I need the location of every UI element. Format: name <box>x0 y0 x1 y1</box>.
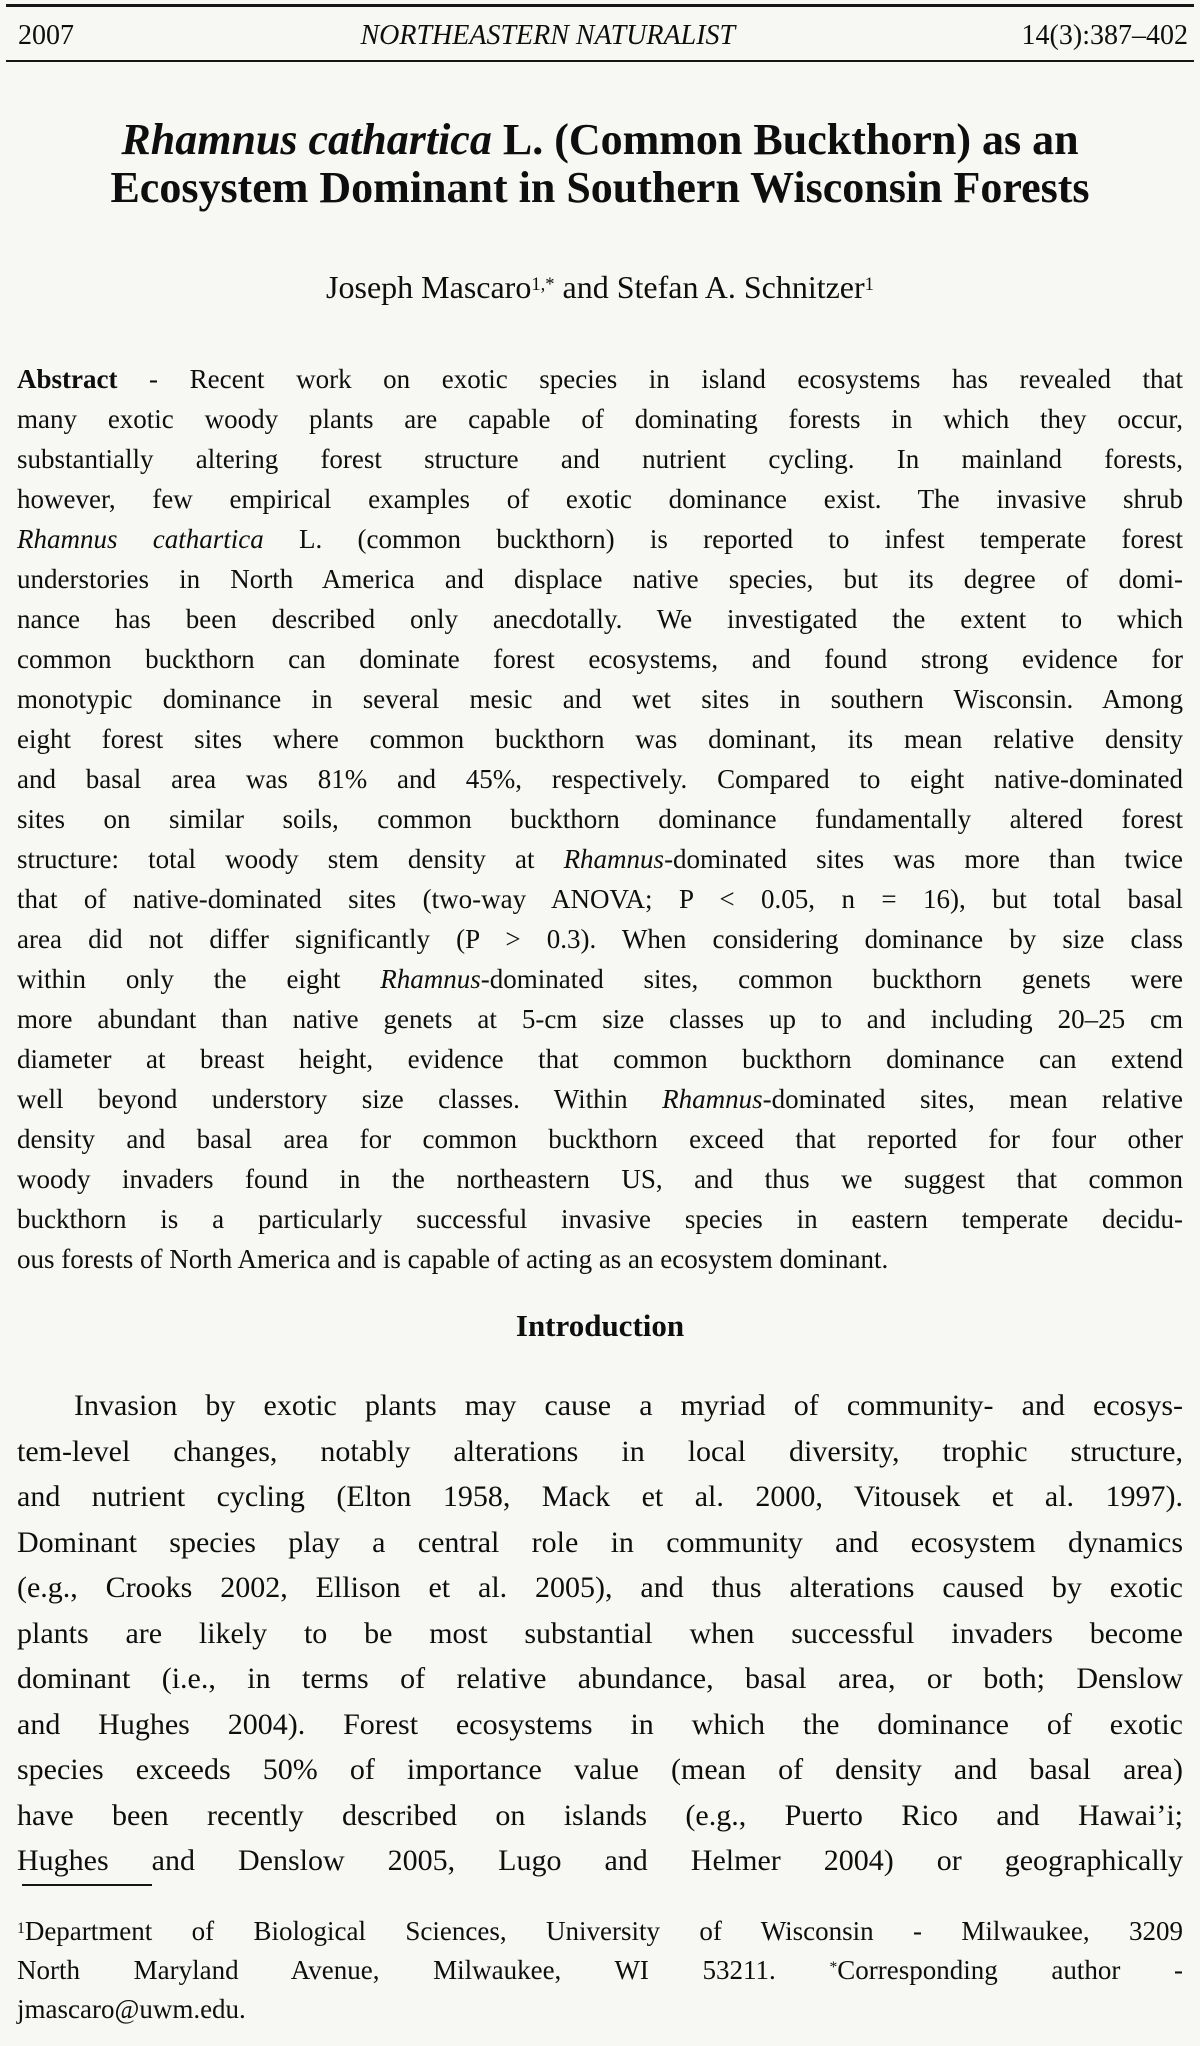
header-issue-pages: 14(3):387–402 <box>1021 20 1188 51</box>
text-line: monotypic dominance in several mesic and wet sites in southern Wisconsin. Among <box>17 684 1183 714</box>
text-line: species exceeds 50% of importance value (mean of density and basal area) <box>17 1753 1183 1786</box>
text-line: common buckthorn can dominate forest ecosystems, and found strong evidence for <box>17 644 1183 674</box>
text-line: density and basal area for common buckthorn exceed that reported for four other <box>17 1124 1183 1154</box>
text-line: Abstract - Recent work on exotic species in island ecosystems has revealed that <box>17 364 1183 394</box>
introduction-heading: Introduction <box>515 1308 685 1343</box>
footnote-text <box>17 1912 1183 2029</box>
authors-line <box>0 269 1200 306</box>
text-line: dominant (i.e., in terms of relative abundance, basal area, or both; Denslow <box>17 1662 1183 1695</box>
text-line: and Hughes 2004). Forest ecosystems in which the dominance of exotic <box>17 1707 1183 1741</box>
abstract-paragraph <box>17 359 1183 1279</box>
text-line: North Maryland Avenue, Milwaukee, WI 53211. *Corresponding author - <box>17 1955 1183 1985</box>
text-line: substantially altering forest structure and nutrient cycling. In mainland forests, <box>17 444 1183 474</box>
text-line: Joseph Mascaro$^{1,*}$ and Stefan A. Schnitzer$^1$ <box>326 269 874 305</box>
journal-header <box>18 21 1188 51</box>
text-line: structure: total woody stem density at Rhamnus-dominated sites was more than twice <box>17 844 1183 874</box>
text-line: and basal area was 81% and 45%, respectively. Compared to eight native-dominated <box>17 764 1183 794</box>
header-rule-top <box>6 4 1194 7</box>
text-line: well beyond understory size classes. Within Rhamnus-dominated sites, mean relative <box>17 1084 1183 1114</box>
text-line: Hughes and Denslow 2005, Lugo and Helmer 2004) or geographically <box>17 1844 1183 1877</box>
header-year: 2007 <box>18 20 74 51</box>
text-line: sites on similar soils, common buckthorn dominance fundamentally altered forest <box>17 804 1183 834</box>
text-line: diameter at breast height, evidence that common buckthorn dominance can extend <box>17 1044 1183 1074</box>
text-line: Rhamnus cathartica L. (Common Buckthorn) as an <box>121 115 1079 164</box>
text-line: plants are likely to be most substantial when successful invaders become <box>17 1616 1183 1650</box>
text-line: Dominant species play a central role in community and ecosystem dynamics <box>17 1525 1183 1559</box>
text-line: within only the eight Rhamnus-dominated sites, common buckthorn genets were <box>17 964 1183 994</box>
text-line: Ecosystem Dominant in Southern Wisconsin Forests <box>110 163 1090 212</box>
text-line: that of native-dominated sites (two-way ANOVA; P < 0.05, n = 16), but total basal <box>17 884 1183 914</box>
text-line: (e.g., Crooks 2002, Ellison et al. 2005), and thus alterations caused by exotic <box>17 1571 1183 1604</box>
text-line: more abundant than native genets at 5-cm size classes up to and including 20–25 cm <box>17 1004 1183 1034</box>
text-line: nance has been described only anecdotally. We investigated the extent to which <box>17 604 1183 634</box>
text-line: Invasion by exotic plants may cause a myriad of community- and ecosys- <box>74 1389 1183 1422</box>
text-line: understories in North America and displace native species, but its degree of domi- <box>17 564 1183 594</box>
text-line: $^1$Department of Biological Sciences, University of Wisconsin - Milwaukee, 3209 <box>17 1916 1183 1946</box>
text-line: many exotic woody plants are capable of dominating forests in which they occur, <box>17 404 1183 434</box>
text-line: however, few empirical examples of exotic dominance exist. The invasive shrub <box>17 484 1183 514</box>
text-line: area did not differ significantly (P > 0.3). When considering dominance by size class <box>17 924 1183 954</box>
text-line: Rhamnus cathartica L. (common buckthorn) is reported to infest temperate forest <box>17 524 1183 554</box>
text-line: have been recently described on islands (e.g., Puerto Rico and Hawai’i; <box>17 1798 1183 1832</box>
text-line: buckthorn is a particularly successful invasive species in eastern temperate decidu- <box>17 1204 1183 1234</box>
introduction-paragraph <box>17 1383 1183 1884</box>
text-line: woody invaders found in the northeastern US, and thus we suggest that common <box>17 1164 1183 1194</box>
text-line: and nutrient cycling (Elton 1958, Mack et al. 2000, Vitousek et al. 1997). <box>17 1480 1183 1513</box>
article-title <box>40 116 1160 212</box>
text-line: ous forests of North America and is capable of acting as an ecosystem dominant. <box>17 1244 889 1274</box>
text-line: tem-level changes, notably alterations in local diversity, trophic structure, <box>17 1434 1183 1468</box>
text-line: eight forest sites where common buckthorn was dominant, its mean relative density <box>17 724 1183 754</box>
footnote-divider <box>22 1884 152 1886</box>
header-journal-name: NORTHEASTERN NATURALIST <box>360 20 736 51</box>
text-line: jmascaro@uwm.edu. <box>17 1994 246 2024</box>
header-rule-bottom <box>6 60 1194 62</box>
